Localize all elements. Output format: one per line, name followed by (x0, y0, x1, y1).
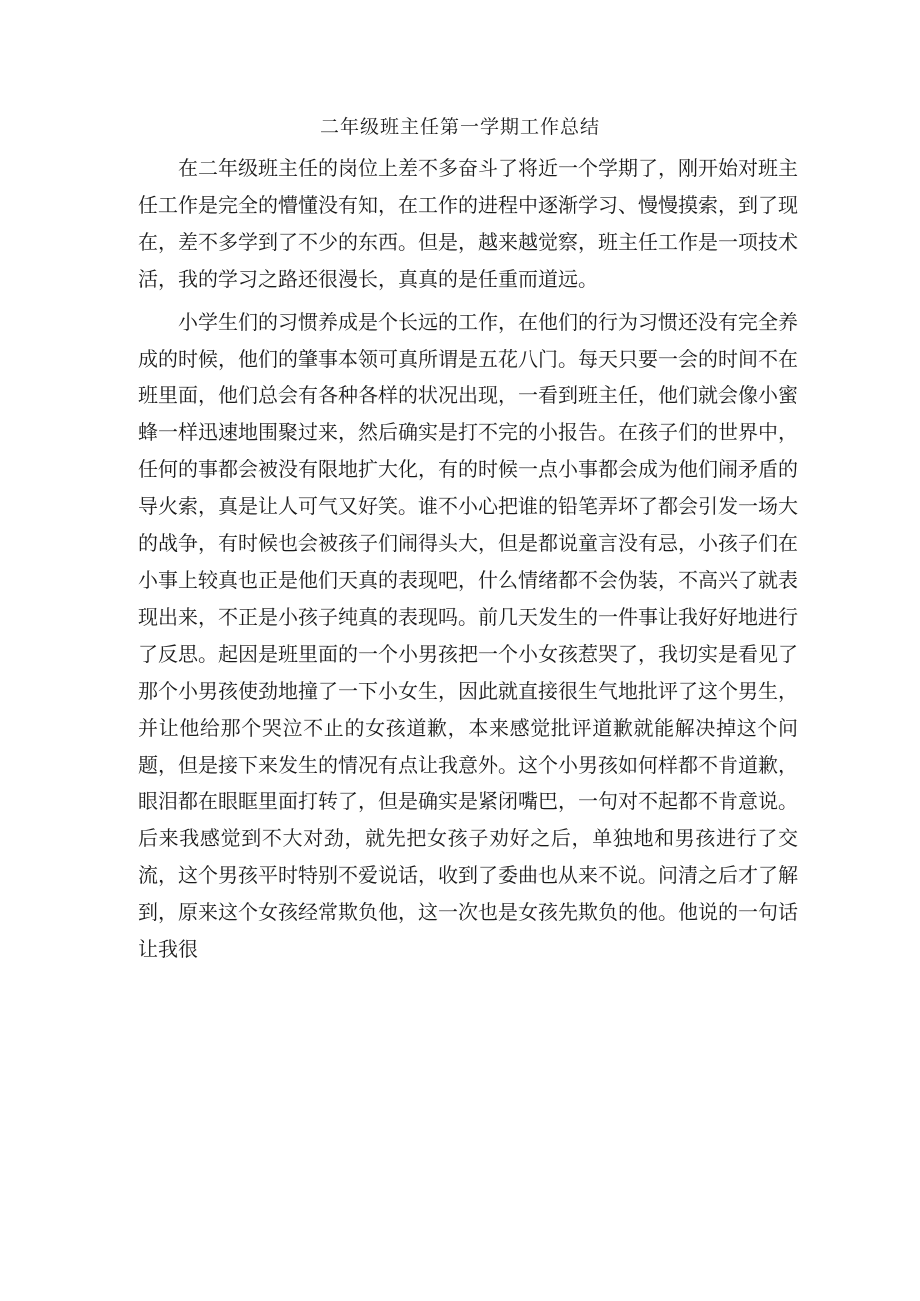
paragraph-2: 小学生们的习惯养成是个长远的工作，在他们的行为习惯还没有完全养成的时候，他们的肇事本领可真所谓是五花八门。每天只要一会的时间不在班里面，他们总会有各种各样的状况出现，一看到班主任，他们就会像小蜜蜂一样迅速地围聚过来，然后确实是打不完的小报告。在孩子们的世界中，任何的事都会被没有限地扩大化，有的时候一点小事都会成为他们闹矛盾的导火索，真是让人可气又好笑。谁不小心把谁的铅笔弄坏了都会引发一场大的战争，有时候也会被孩子们闹得头大，但是都说童言没有忌，小孩子们在小事上较真也正是他们天真的表现吧，什么情绪都不会伪装，不高兴了就表现出来，不正是小孩子纯真的表现吗。前几天发生的一件事让我好好地进行了反思。起因是班里面的一个小男孩把一个小女孩惹哭了，我切实是看见了那个小男孩使劲地撞了一下小女生，因此就直接很生气地批评了这个男生，并让他给那个哭泣不止的女孩道歉，本来感觉批评道歉就能解决掉这个问题，但是接下来发生的情况有点让我意外。这个小男孩如何样都不肯道歉，眼泪都在眼眶里面打转了，但是确实是紧闭嘴巴，一句对不起都不肯意说。后来我感觉到不大对劲，就先把女孩子劝好之后，单独地和男孩进行了交流，这个男孩平时特别不爱说话，收到了委曲也从来不说。问清之后才了解到，原来这个女孩经常欺负他，这一次也是女孩先欺负的他。他说的一句话让我很 (138, 309, 798, 962)
document-title: 二年级班主任第一学期工作总结 (319, 116, 600, 138)
paragraph-1: 在二年级班主任的岗位上差不多奋斗了将近一个学期了，刚开始对班主任工作是完全的懵懂没有知，在工作的进程中逐渐学习、慢慢摸索，到了现在，差不多学到了不少的东西。但是，越来越觉察，班主任工作是一项技术活，我的学习之路还很漫长，真真的是任重而道远。 (138, 156, 798, 291)
document-body (138, 150, 798, 968)
